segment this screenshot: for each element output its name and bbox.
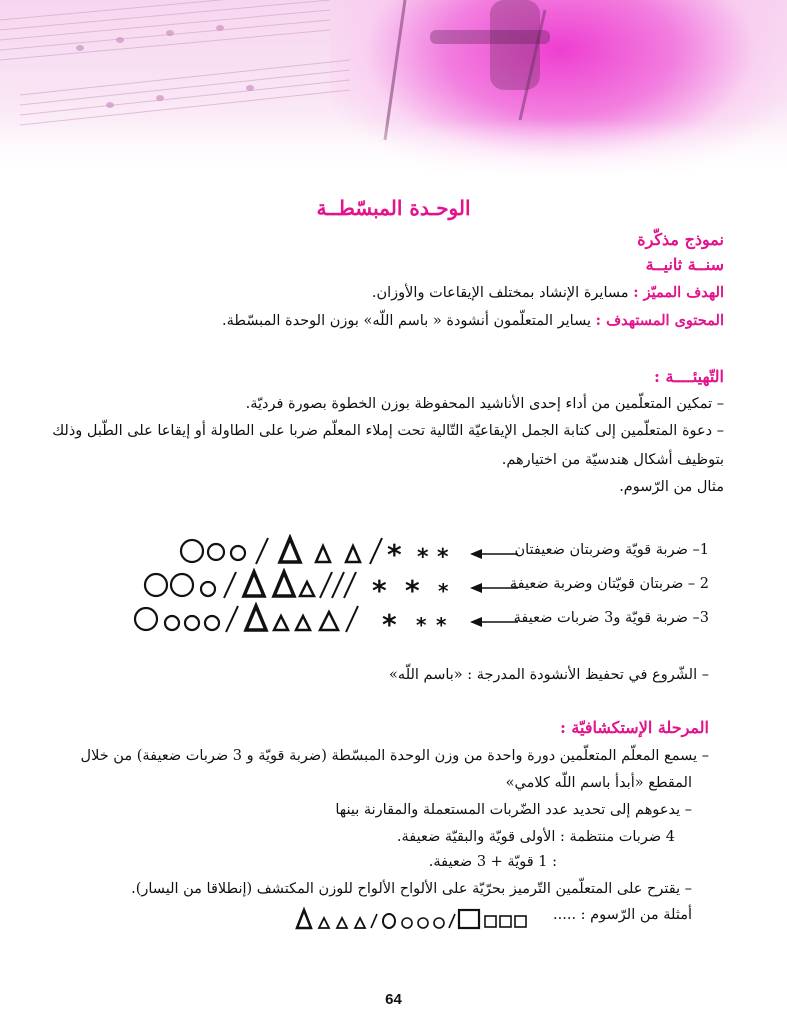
rhythm-row-1-label: 1– ضربة قويّة وضربتان ضعيفتان xyxy=(514,542,709,558)
svg-text:*: * xyxy=(438,579,449,602)
svg-text:*: * xyxy=(437,545,449,568)
arrow-icon xyxy=(470,548,520,560)
warmup-line-3: بتوظيف أشكال هندسيّة من اختيارهم. xyxy=(501,452,724,468)
exploration-line-4: 4 ضربات منتظمة : الأولى قويّة والبقيّة ضعيفة. xyxy=(396,829,675,845)
header-banner xyxy=(0,0,787,175)
page-number: 64 xyxy=(385,991,402,1008)
content-label: المحتوى المستهدف : xyxy=(595,312,724,329)
svg-text:*: * xyxy=(405,574,420,602)
exploration-line-7: أمثلة من الرّسوم : ..... xyxy=(553,907,692,923)
arrow-icon xyxy=(470,616,520,628)
svg-text:*: * xyxy=(372,574,387,602)
svg-text:*: * xyxy=(387,538,402,568)
start-line: – الشّروع في تحفيظ الأنشودة المدرجة : «باسم اللّه» xyxy=(389,667,709,683)
exploration-line-1: – يسمع المعلّم المتعلّمين دورة واحدة من وزن الوحدة المبسّطة (ضربة قويّة و 3 ضربات ضعيفة) من خلال xyxy=(80,748,709,764)
warmup-heading: التّهيئــــة : xyxy=(654,367,724,386)
svg-text:*: * xyxy=(417,545,429,568)
exploration-heading: المرحلة الإستكشافيّة : xyxy=(559,718,709,737)
content-line xyxy=(222,312,724,329)
grade-label: سنــة ثانيــة xyxy=(645,255,724,274)
svg-text:*: * xyxy=(416,613,427,636)
rhythm-row-3-label: 3– ضربة قويّة و3 ضربات ضعيفة xyxy=(513,610,709,626)
banner-fade xyxy=(0,120,787,175)
warmup-line-1: – تمكين المتعلّمين من أداء إحدى الأناشيد المحفوظة بوزن الخطوة بصورة فرديّة. xyxy=(245,396,724,412)
warmup-line-2: – دعوة المتعلّمين إلى كتابة الجمل الإيقاعيّة التّالية تحت إملاء المعلّم ضربا على الطاولة أو إيقاعا على الطّبل وذلك xyxy=(52,423,724,439)
rhythm-row-3-symbols xyxy=(130,602,460,636)
page-title: الوحـدة المبسّطــة xyxy=(316,196,471,220)
rhythm-row-2-label: 2 – ضربتان قويّتان وضربة ضعيفة xyxy=(509,576,709,592)
goal-line xyxy=(372,284,724,301)
svg-text:*: * xyxy=(382,608,397,636)
example-symbols xyxy=(295,906,545,932)
goal-label: الهدف المميّز : xyxy=(633,284,724,301)
rhythm-row-2-symbols xyxy=(140,568,460,602)
exploration-line-2: المقطع «أبدأ باسم اللّه كلامي» xyxy=(505,775,692,791)
lesson-plan-label: نموذج مذكّرة xyxy=(637,230,724,249)
exploration-line-3: – يدعوهم إلى تحديد عدد الضّربات المستعملة والمقارنة بينها xyxy=(335,802,692,818)
content-text: يساير المتعلّمون أنشودة « باسم اللّه» بوزن الوحدة المبسّطة. xyxy=(221,313,596,329)
arrow-icon xyxy=(470,582,520,594)
exploration-line-5: : 1 قويّة + 3 ضعيفة. xyxy=(428,854,557,870)
exploration-line-6: – يقترح على المتعلّمين التّرميز بحرّيّة على الألواح الألواح للوزن المكتشف (إنطلاقا من اليسار). xyxy=(131,881,692,897)
goal-text: مسايرة الإنشاد بمختلف الإيقاعات والأوزان. xyxy=(371,285,634,301)
warmup-line-4: مثال من الرّسوم. xyxy=(619,479,724,495)
rhythm-row-1-symbols xyxy=(160,534,460,568)
svg-text:*: * xyxy=(436,613,447,636)
